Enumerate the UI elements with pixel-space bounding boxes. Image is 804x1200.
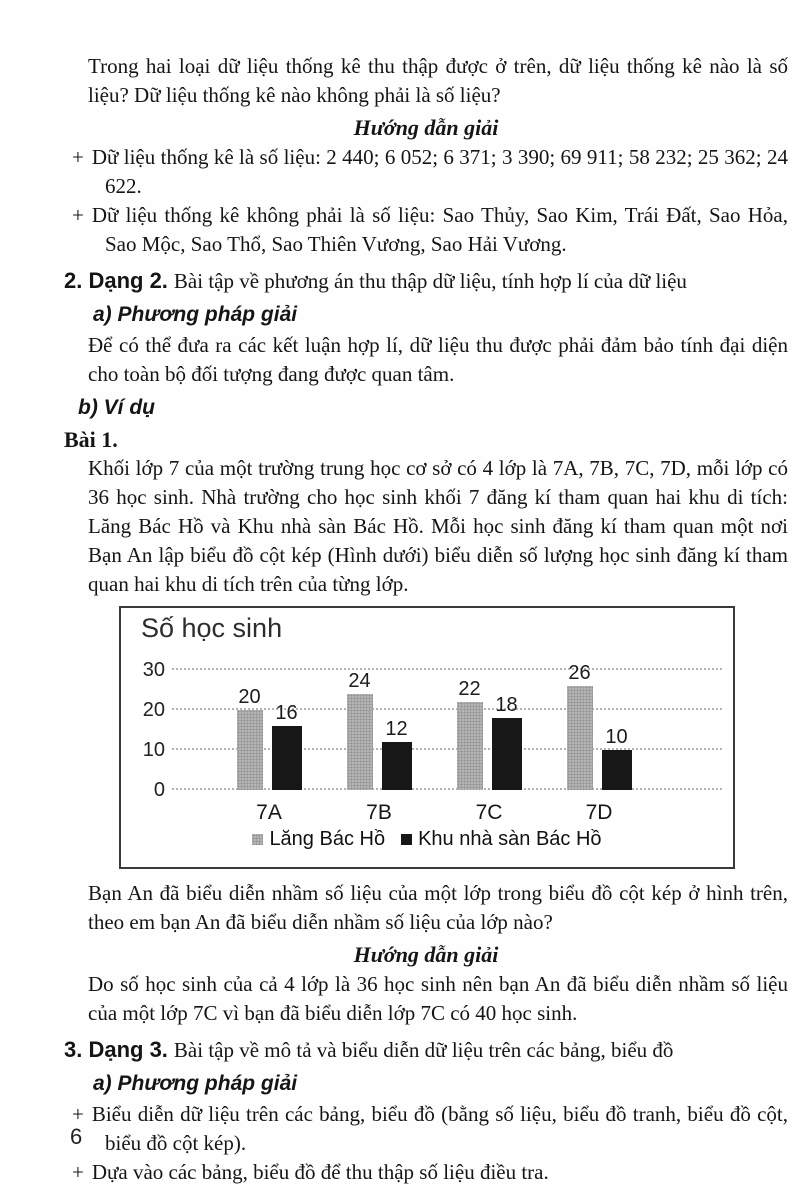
legend-label: Khu nhà sàn Bác Hồ bbox=[418, 828, 602, 850]
exercise-label: Bài 1. bbox=[64, 427, 118, 452]
bar-rect bbox=[602, 750, 632, 790]
section3-method-heading: a) Phương pháp giải bbox=[93, 1072, 298, 1095]
chart-x-labels bbox=[214, 798, 654, 827]
legend-swatch bbox=[252, 834, 263, 845]
exercise-text: Khối lớp 7 của một trường trung học cơ sở có 4 lớp là 7A, 7B, 7C, 7D, mỗi lớp có 36 học sinh. Nhà trường cho học sinh khối 7 đăng kí tham quan hai khu di tích: Lăng Bác Hồ và Khu nhà sàn Bác Hồ. Mỗi học sinh đăng kí tham quan một nơi Bạn An lập biểu đồ cột kép (Hình dưới) biểu diễn số lượng học sinh đăng kí tham quan hai khu di tích trên của từng lớp. bbox=[88, 456, 788, 596]
bar-7B-series-2 bbox=[382, 718, 412, 790]
bar-group-7C bbox=[434, 670, 544, 790]
bar-value-label: 20 bbox=[238, 686, 261, 708]
section3-bullet-2-text: Dựa vào các bảng, biểu đồ để thu thập số liệu điều tra. bbox=[91, 1160, 549, 1184]
bar-value-label: 26 bbox=[568, 662, 591, 684]
bar-7D-series-1 bbox=[567, 662, 593, 790]
bar-value-label: 24 bbox=[348, 670, 371, 692]
bullet-marker: + bbox=[72, 203, 84, 227]
bullet-marker: + bbox=[72, 1160, 84, 1184]
section2-method-text: Để có thể đưa ra các kết luận hợp lí, dữ liệu thu được phải đảm bảo tính đại diện cho toàn bộ đối tượng đang được quan tâm. bbox=[88, 333, 788, 386]
intro-bullet-2 bbox=[0, 201, 788, 259]
bar-rect bbox=[492, 718, 522, 790]
section2-number: 2. Dạng 2. bbox=[64, 268, 168, 293]
bar-value-label: 10 bbox=[605, 726, 628, 748]
bar-rect bbox=[237, 710, 263, 790]
bullet-marker: + bbox=[72, 145, 84, 169]
bar-rect bbox=[457, 702, 483, 790]
legend-label: Lăng Bác Hồ bbox=[269, 828, 386, 850]
section3-bullet-1 bbox=[0, 1100, 788, 1158]
x-axis-label-7C: 7C bbox=[475, 801, 503, 824]
section3-number: 3. Dạng 3. bbox=[64, 1037, 168, 1062]
x-axis-label-7A: 7A bbox=[256, 801, 282, 824]
section3-bullet-1-text: Biểu diễn dữ liệu trên các bảng, biểu đồ (bằng số liệu, biểu đồ tranh, biểu đồ cột, biểu đồ cột kép). bbox=[91, 1102, 788, 1155]
y-axis-tick-label: 20 bbox=[142, 699, 165, 721]
bar-7A-series-1 bbox=[237, 686, 263, 790]
bar-value-label: 22 bbox=[458, 678, 481, 700]
bar-7A-series-2 bbox=[272, 702, 302, 790]
legend-item bbox=[401, 825, 601, 854]
legend-swatch bbox=[401, 834, 412, 845]
bar-chart bbox=[119, 606, 735, 869]
chart-legend bbox=[121, 825, 733, 854]
section2-heading bbox=[64, 266, 788, 296]
bar-group-7B bbox=[324, 670, 434, 790]
section2-title: Bài tập về phương án thu thập dữ liệu, tính hợp lí của dữ liệu bbox=[173, 269, 687, 293]
bar-value-label: 18 bbox=[495, 694, 518, 716]
section3-heading bbox=[64, 1035, 788, 1065]
intro-bullet-2-text: Dữ liệu thống kê không phải là số liệu: Sao Thủy, Sao Kim, Trái Đất, Sao Hỏa, Sao Mộc, Sao Thổ, Sao Thiên Vương, Sao Hải Vương. bbox=[91, 203, 788, 256]
chart-title: Số học sinh bbox=[141, 613, 283, 643]
bullet-marker: + bbox=[72, 1102, 84, 1126]
bar-rect bbox=[567, 686, 593, 790]
section2-solution-text: Do số học sinh của cả 4 lớp là 36 học sinh nên bạn An đã biểu diễn nhầm số liệu của một lớp 7C vì bạn đã biểu diễn lớp 7C có 40 học sinh. bbox=[88, 972, 788, 1025]
bar-value-label: 16 bbox=[275, 702, 298, 724]
bar-7D-series-2 bbox=[602, 726, 632, 790]
x-axis-label-7B: 7B bbox=[366, 801, 392, 824]
y-axis-tick-label: 30 bbox=[142, 659, 165, 681]
legend-item bbox=[252, 825, 385, 854]
solution-heading-2: Hướng dẫn giải bbox=[353, 942, 499, 967]
bar-groups bbox=[214, 662, 654, 790]
bar-7B-series-1 bbox=[347, 670, 373, 790]
intro-bullet-1 bbox=[0, 143, 788, 201]
bar-group-7A bbox=[214, 670, 324, 790]
intro-bullet-1-text: Dữ liệu thống kê là số liệu: 2 440; 6 052; 6 371; 3 390; 69 911; 58 232; 25 362; 24 622. bbox=[91, 145, 788, 198]
bar-rect bbox=[382, 742, 412, 790]
page-number: 6 bbox=[70, 1124, 83, 1149]
section2-example-heading: b) Ví dụ bbox=[78, 396, 155, 419]
chart-plot-area bbox=[142, 659, 722, 801]
section3-title: Bài tập về mô tả và biểu diễn dữ liệu trên các bảng, biểu đồ bbox=[173, 1038, 674, 1062]
y-axis-tick-label: 0 bbox=[153, 779, 165, 801]
bar-7C-series-1 bbox=[457, 678, 483, 790]
bar-7C-series-2 bbox=[492, 694, 522, 790]
bar-group-7D bbox=[544, 662, 654, 790]
section2-method-heading: a) Phương pháp giải bbox=[93, 303, 298, 326]
x-axis-label-7D: 7D bbox=[585, 801, 613, 824]
intro-question: Trong hai loại dữ liệu thống kê thu thập được ở trên, dữ liệu thống kê nào là số liệu? Dữ liệu thống kê nào không phải là số liệu? bbox=[88, 54, 788, 107]
section3-bullet-2 bbox=[0, 1158, 788, 1187]
bar-rect bbox=[347, 694, 373, 790]
bar-value-label: 12 bbox=[385, 718, 408, 740]
bar-rect bbox=[272, 726, 302, 790]
y-axis-tick-label: 10 bbox=[142, 739, 165, 761]
solution-heading-1: Hướng dẫn giải bbox=[353, 115, 499, 140]
chart-question: Bạn An đã biểu diễn nhầm số liệu của một lớp trong biểu đồ cột kép ở hình trên, theo em bạn An đã biểu diễn nhầm số liệu của lớp nào? bbox=[88, 881, 788, 934]
